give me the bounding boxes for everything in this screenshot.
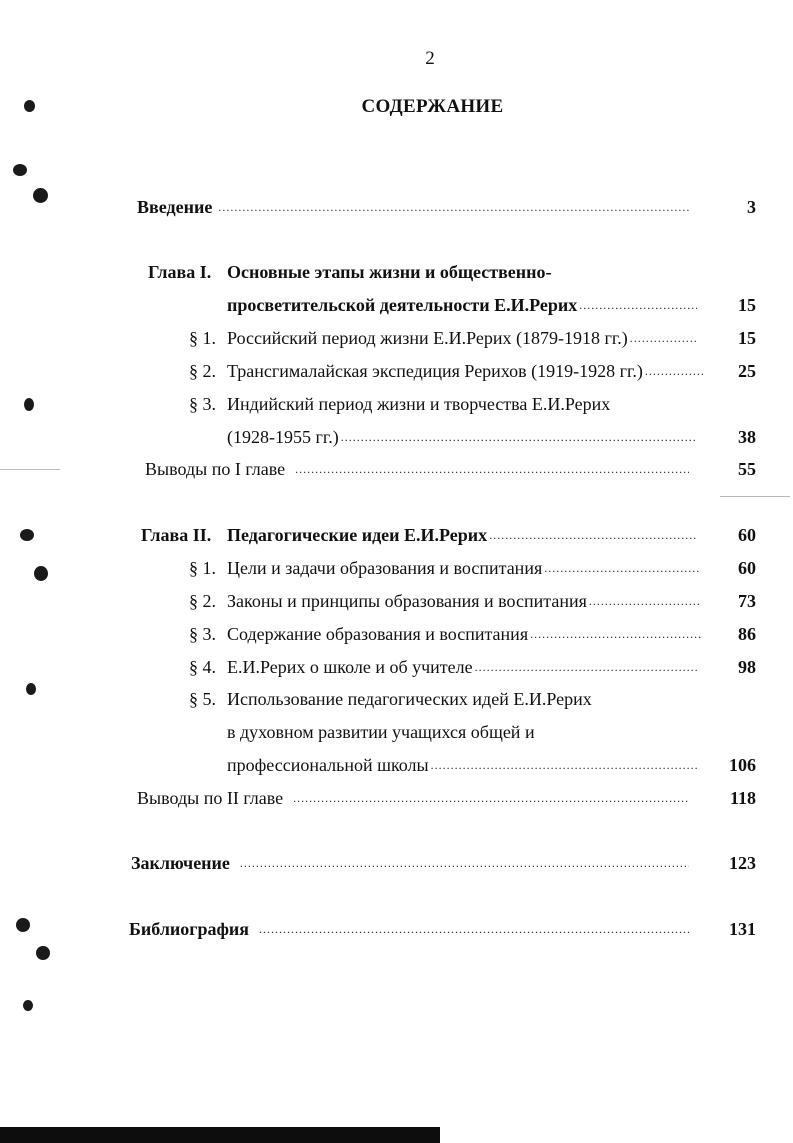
section-number: § 1.: [189, 558, 216, 578]
scan-punch-mark: [23, 1000, 33, 1011]
toc-entry-ch2-s4[interactable]: [227, 654, 697, 680]
toc-intro-page: 3: [747, 197, 756, 217]
page-title: СОДЕРЖАНИЕ: [361, 96, 504, 117]
scan-punch-mark: [13, 164, 27, 176]
toc-entry-chapter2[interactable]: [227, 522, 697, 548]
section-page: 38: [738, 427, 756, 447]
toc-entry-ch1-conclusions[interactable]: [145, 456, 689, 482]
section-page: 60: [738, 558, 756, 578]
section-page: 73: [738, 591, 756, 611]
toc-leader-dots: [579, 292, 697, 318]
scan-punch-mark: [26, 683, 36, 695]
toc-entry-conclusion[interactable]: [131, 850, 689, 876]
chapter2-label: Глава II.: [141, 525, 212, 545]
section-number: § 5.: [189, 689, 216, 709]
toc-bibliography-page: 131: [729, 919, 756, 939]
toc-leader-dots: [544, 555, 701, 581]
scan-punch-mark: [34, 566, 48, 581]
section-title[interactable]: Использование педагогических идей Е.И.Рерих: [227, 689, 592, 709]
scan-punch-mark: [24, 100, 35, 112]
section-page: 15: [738, 328, 756, 348]
page-number: 2: [425, 48, 435, 69]
toc-entry-chapter1[interactable]: [227, 292, 697, 318]
scan-smudge-line: [720, 496, 790, 497]
toc-entry-intro[interactable]: [137, 194, 689, 220]
chapter1-title-line1[interactable]: Основные этапы жизни и общественно-: [227, 262, 552, 282]
toc-leader-dots: [259, 916, 689, 942]
section-title-line2: (1928-1955 гг.): [227, 427, 339, 447]
toc-leader-dots: [295, 456, 689, 482]
section-title: Цели и задачи образования и воспитания: [227, 558, 543, 578]
toc-leader-dots: [475, 654, 697, 680]
section-title: Содержание образования и воспитания: [227, 624, 529, 644]
scan-punch-mark: [16, 918, 30, 932]
toc-leader-dots: [293, 785, 689, 811]
section-number: § 3.: [189, 394, 216, 414]
chapter2-title: Педагогические идеи Е.И.Рерих: [227, 525, 488, 545]
conclusions-label: Выводы по II главе: [137, 788, 284, 808]
conclusions-label: Выводы по I главе: [145, 459, 286, 479]
scan-punch-mark: [20, 529, 34, 541]
toc-leader-dots: [630, 325, 697, 351]
section-number: § 3.: [189, 624, 216, 644]
conclusions-page: 55: [738, 459, 756, 479]
section-page: 25: [738, 361, 756, 381]
toc-conclusion-page: 123: [729, 853, 756, 873]
section-title: Российский период жизни Е.И.Рерих (1879-1918 гг.): [227, 328, 628, 348]
toc-entry-ch1-s1[interactable]: [227, 325, 697, 351]
toc-entry-ch2-s1[interactable]: [227, 555, 701, 581]
section-page: 106: [729, 755, 756, 775]
toc-entry-ch2-s5[interactable]: [227, 752, 697, 778]
section-title: Законы и принципы образования и воспитания: [227, 591, 587, 611]
section-number: § 2.: [189, 591, 216, 611]
toc-leader-dots: [240, 850, 689, 876]
section-page: 86: [738, 624, 756, 644]
section-title-line2[interactable]: в духовном развитии учащихся общей и: [227, 722, 535, 742]
section-title-line3: профессиональной школы: [227, 755, 429, 775]
toc-entry-ch2-s2[interactable]: [227, 588, 701, 614]
toc-leader-dots: [341, 424, 697, 450]
scan-punch-mark: [33, 188, 48, 203]
toc-leader-dots: [489, 522, 697, 548]
toc-entry-ch2-s3[interactable]: [227, 621, 701, 647]
scan-punch-mark: [36, 946, 50, 960]
chapter2-page: 60: [738, 525, 756, 545]
chapter1-title-line2: просветительской деятельности Е.И.Рерих: [227, 295, 578, 315]
scan-bottom-edge: [0, 1127, 440, 1143]
toc-entry-ch1-s3[interactable]: [227, 424, 697, 450]
toc-entry-ch1-s2[interactable]: [227, 358, 705, 384]
toc-intro-label: Введение: [137, 197, 213, 217]
section-number: § 2.: [189, 361, 216, 381]
section-number: § 4.: [189, 657, 216, 677]
scan-smudge-line: [0, 469, 60, 470]
toc-leader-dots: [431, 752, 697, 778]
toc-leader-dots: [530, 621, 701, 647]
toc-leader-dots: [218, 194, 689, 220]
section-title: Е.И.Рерих о школе и об учителе: [227, 657, 473, 677]
section-number: § 1.: [189, 328, 216, 348]
scan-punch-mark: [24, 398, 34, 411]
toc-entry-bibliography[interactable]: [129, 916, 689, 942]
toc-entry-ch2-conclusions[interactable]: [137, 785, 689, 811]
chapter1-page: 15: [738, 295, 756, 315]
toc-leader-dots: [589, 588, 701, 614]
chapter1-label: Глава I.: [148, 262, 212, 282]
toc-bibliography-label: Библиография: [129, 919, 250, 939]
section-title: Трансгималайская экспедиция Рерихов (1919-1928 гг.): [227, 361, 643, 381]
toc-conclusion-label: Заключение: [131, 853, 230, 873]
section-page: 98: [738, 657, 756, 677]
conclusions-page: 118: [729, 788, 756, 808]
section-title[interactable]: Индийский период жизни и творчества Е.И.Рерих: [227, 394, 611, 414]
